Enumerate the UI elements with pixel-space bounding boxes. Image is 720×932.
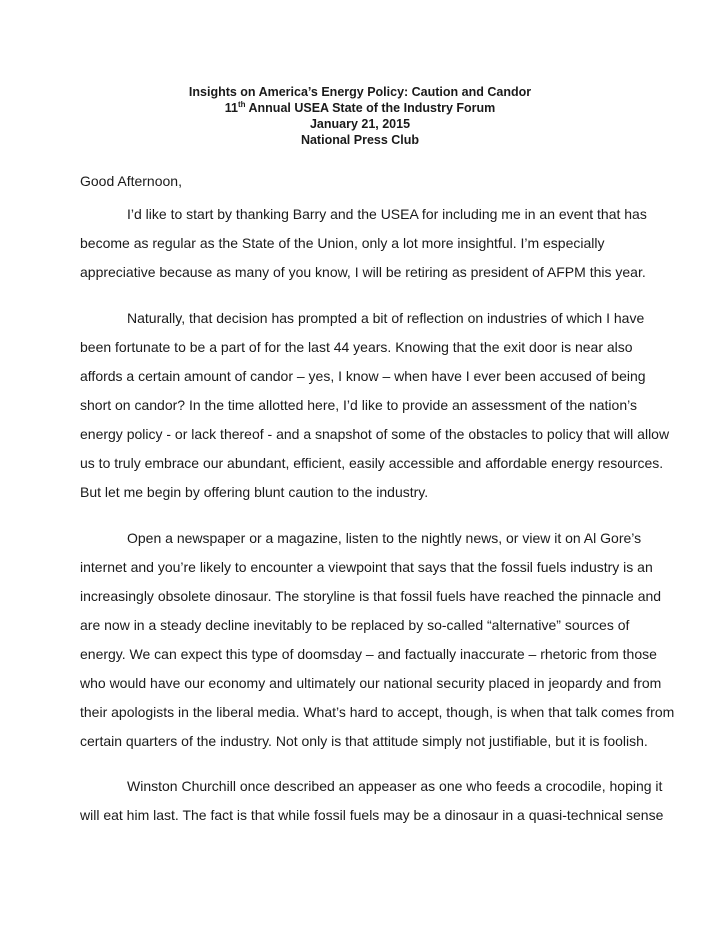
subtitle-rest: Annual USEA State of the Industry Forum (245, 101, 496, 115)
subtitle-ordinal-suffix: th (237, 99, 246, 109)
document-header (0, 84, 720, 148)
paragraph-line: who would have our economy and ultimately our national security placed in jeopardy and from (80, 675, 662, 691)
document-date: January 21, 2015 (309, 117, 411, 131)
paragraph-line: short on candor? In the time allotted here, I’d like to provide an assessment of the nation’s (80, 397, 637, 413)
salutation: Good Afternoon, (80, 173, 182, 189)
document-subtitle (0, 100, 720, 116)
paragraph-line: internet and you’re likely to encounter a viewpoint that says that the fossil fuels industry is an (80, 559, 653, 575)
paragraph-3 (80, 530, 675, 762)
subtitle-ordinal: 11 (224, 101, 238, 115)
paragraph-line: us to truly embrace our abundant, efficient, easily accessible and affordable energy resources. (80, 455, 664, 471)
paragraph-line: Naturally, that decision has prompted a bit of reflection on industries of which I have (127, 310, 645, 326)
paragraph-line: increasingly obsolete dinosaur. The storyline is that fossil fuels have reached the pinnacle and (80, 588, 662, 604)
paragraph-line: appreciative because as many of you know, I will be retiring as president of AFPM this year. (80, 264, 646, 280)
paragraph-line: their apologists in the liberal media. What’s hard to accept, though, is when that talk comes from (80, 704, 675, 720)
paragraph-1 (80, 206, 647, 293)
document-venue: National Press Club (300, 133, 420, 147)
paragraph-line: will eat him last. The fact is that while fossil fuels may be a dinosaur in a quasi-technical sense (80, 807, 664, 823)
document-title: Insights on America’s Energy Policy: Caution and Candor (188, 85, 532, 99)
paragraph-line: Winston Churchill once described an appeaser as one who feeds a crocodile, hoping it (127, 778, 663, 794)
paragraph-line: been fortunate to be a part of for the last 44 years. Knowing that the exit door is near also (80, 339, 633, 355)
paragraph-line: certain quarters of the industry. Not only is that attitude simply not justifiable, but it is foolish. (80, 733, 648, 749)
paragraph-line: become as regular as the State of the Union, only a lot more insightful. I’m especially (80, 235, 605, 251)
paragraph-4 (80, 778, 664, 836)
paragraph-line: energy policy - or lack thereof - and a snapshot of some of the obstacles to policy that will allow (80, 426, 670, 442)
paragraph-line: energy. We can expect this type of doomsday – and factually inaccurate – rhetoric from those (80, 646, 657, 662)
paragraph-2 (80, 310, 670, 513)
paragraph-line: are now in a steady decline inevitably to be replaced by so-called “alternative” sources of (80, 617, 630, 633)
paragraph-line: I’d like to start by thanking Barry and the USEA for including me in an event that has (127, 206, 647, 222)
paragraph-line: But let me begin by offering blunt caution to the industry. (80, 484, 429, 500)
paragraph-line: affords a certain amount of candor – yes, I know – when have I ever been accused of being (80, 368, 646, 384)
paragraph-line: Open a newspaper or a magazine, listen to the nightly news, or view it on Al Gore’s (127, 530, 642, 546)
